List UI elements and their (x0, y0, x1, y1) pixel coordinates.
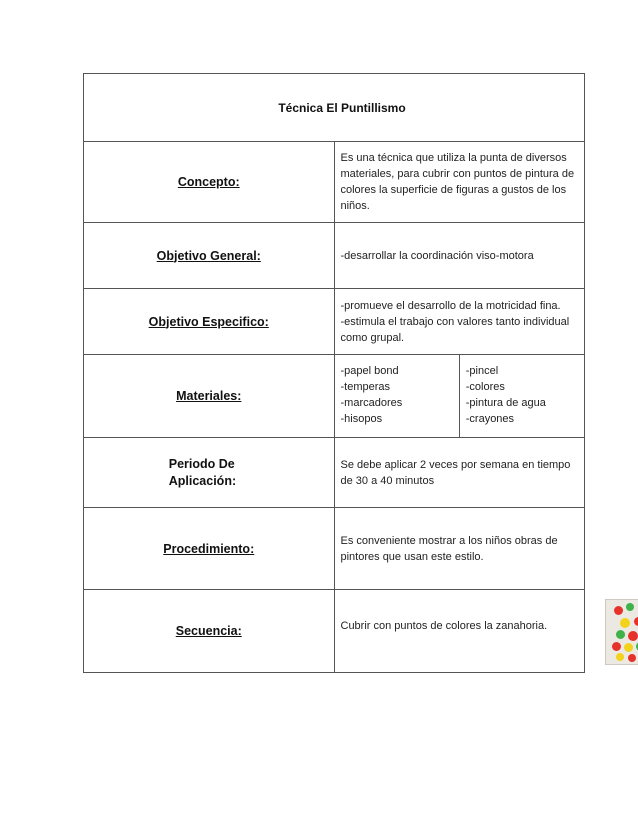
title-cell (84, 74, 585, 142)
technique-table (83, 73, 585, 673)
label-objetivo-especifico: Objetivo Especifico: (84, 289, 335, 355)
label-objetivo-general: Objetivo General: (84, 223, 335, 289)
paint-dot (620, 618, 630, 628)
text-objetivo-general: -desarrollar la coordinación viso-motora (334, 223, 585, 289)
label-materiales: Materiales: (84, 355, 335, 438)
label-procedimiento: Procedimiento: (84, 508, 335, 590)
materiales-cell (334, 355, 585, 438)
row-secuencia (84, 590, 585, 673)
label-concepto: Concepto: (84, 142, 335, 223)
secuencia-cell (334, 590, 585, 673)
paint-dot (616, 630, 625, 639)
row-materiales (84, 355, 585, 438)
paint-dot (624, 643, 633, 652)
row-objetivo-especifico (84, 289, 585, 355)
materiales-list-right: -pincel -colores -pintura de agua -crayones (465, 365, 546, 425)
text-concepto: Es una técnica que utiliza la punta de diversos materiales, para cubrir con puntos de pintura de colores la superficie de figuras a gustos de los niños. (334, 142, 585, 223)
paint-dot (628, 654, 636, 662)
carrot-dot-painting-photo (605, 599, 638, 665)
paint-dot (616, 653, 624, 661)
materiales-inner-table (335, 355, 585, 437)
paint-dot (626, 603, 634, 611)
paint-dot (612, 642, 621, 651)
page-title: Técnica El Puntillismo (278, 100, 406, 115)
text-secuencia: Cubrir con puntos de colores la zanahoria. (340, 620, 548, 632)
text-periodo: Se debe aplicar 2 veces por semana en tiempo de 30 a 40 minutos (334, 438, 585, 508)
row-periodo (84, 438, 585, 508)
label-periodo: Periodo De Aplicación: (168, 456, 237, 488)
text-objetivo-especifico: -promueve el desarrollo de la motricidad fina. -estimula el trabajo con valores tanto individual como grupal. (334, 289, 585, 355)
label-secuencia: Secuencia: (84, 590, 335, 673)
paint-dot (614, 606, 623, 615)
label-periodo-cell (84, 438, 335, 508)
row-concepto (84, 142, 585, 223)
row-procedimiento (84, 508, 585, 590)
row-objetivo-general (84, 223, 585, 289)
materiales-list-left: -papel bond -temperas -marcadores -hisopos (335, 355, 460, 437)
text-procedimiento: Es conveniente mostrar a los niños obras de pintores que usan este estilo. (334, 508, 585, 590)
paint-dot (628, 631, 638, 641)
paint-dot (634, 617, 638, 626)
title-row (84, 74, 585, 142)
